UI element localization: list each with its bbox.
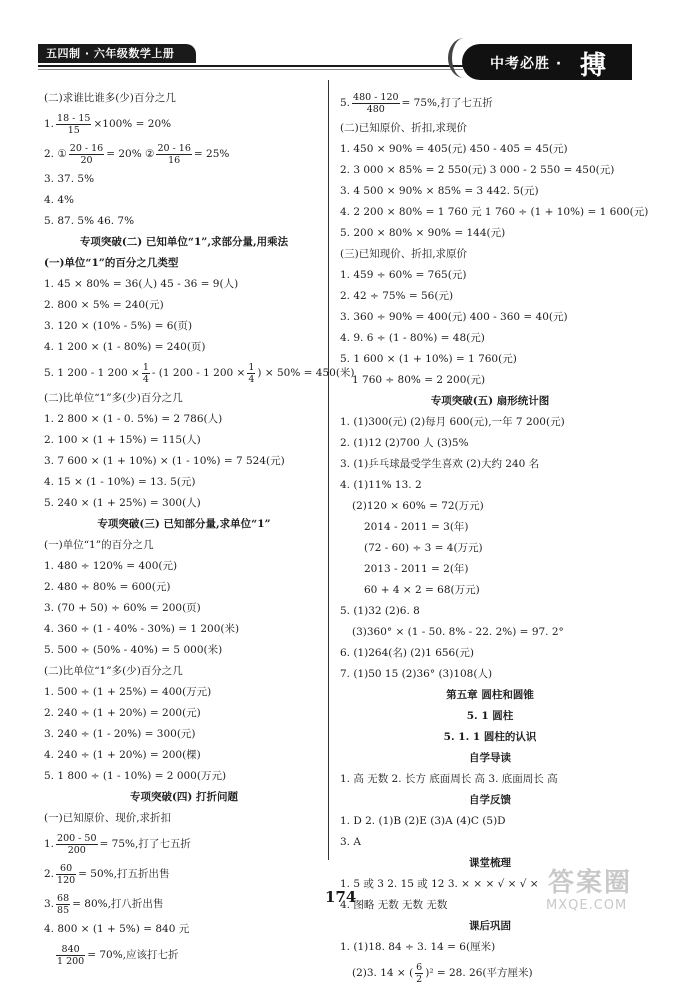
answer-line: 4. 240 ÷ (1 + 20%) = 200(棵) — [44, 749, 201, 761]
answer-line: 4. 15 × (1 - 10%) = 13. 5(元) — [44, 476, 196, 488]
answer-line: 5. (1)32 (2)6. 8 — [340, 605, 420, 617]
answer-line: (2)3. 14 × ( $\frac{6}{2}$ )² = 28. 26(平方厘米) — [352, 961, 533, 985]
fraction: $\frac{20 - 16}{20}$ — [69, 142, 104, 166]
answer-line: 4. 图略 无数 无数 无数 — [340, 899, 448, 911]
answer-line: 1. 高 无数 2. 长方 底面周长 高 3. 底面周长 高 — [340, 773, 558, 785]
answer-line: 2. ① $\frac{20 - 16}{20}$ = 20% ② $\frac{20 - 16}{16}$ = 25% — [44, 142, 230, 166]
answer-line: 6. (1)264(名) (2)1 656(元) — [340, 647, 474, 659]
fraction: $\frac{480 - 120}{480}$ — [353, 91, 399, 115]
topic-heading: 专项突破(二) 已知单位“1”,求部分量,用乘法 — [79, 236, 289, 248]
answer-line: 2. $\frac{60}{120}$ = 50%,打五折出售 — [44, 862, 170, 886]
answer-line: 5. 1 600 × (1 + 10%) = 1 760(元) — [340, 353, 517, 365]
fraction: $\frac{200 - 50}{200}$ — [57, 832, 97, 856]
answer-line: 1. 2 800 × (1 - 0. 5%) = 2 786(人) — [44, 413, 223, 425]
answer-line: $\frac{840}{1 200}$ = 70%,应该打七折 — [57, 943, 179, 967]
answer-line: 4. 9. 6 ÷ (1 - 80%) = 48(元) — [340, 332, 485, 344]
series-title: 中考必胜 · — [490, 56, 563, 72]
section-heading: (三)已知现价、折扣,求原价 — [340, 248, 468, 260]
chapter-heading: 第五章 圆柱和圆锥 — [446, 689, 534, 701]
fraction: $\frac{840}{1 200}$ — [57, 943, 85, 967]
answer-line: 2. (1)12 (2)700 人 (3)5% — [340, 437, 469, 449]
answer-line: 3. 4 500 × 90% × 85% = 3 442. 5(元) — [340, 185, 539, 197]
section-heading: (一)单位“1”的百分之几类型 — [44, 257, 179, 269]
column-divider — [328, 80, 329, 860]
header-rule — [38, 65, 463, 67]
section-heading: (一)已知原价、现价,求折扣 — [44, 812, 172, 824]
answer-line: 3. (1)乒乓球最受学生喜欢 (2)大约 240 名 — [340, 458, 540, 470]
answer-line: 5. 240 × (1 + 25%) = 300(人) — [44, 497, 201, 509]
answer-line: (72 - 60) ÷ 3 = 4(万元) — [364, 542, 483, 554]
watermark-logo: 答案圈 MXQE.COM — [546, 868, 633, 913]
series-banner — [462, 44, 632, 80]
answer-line: 1. 450 × 90% = 405(元) 450 - 405 = 45(元) — [340, 143, 568, 155]
answer-line: 2. 100 × (1 + 15%) = 115(人) — [44, 434, 201, 446]
answer-line: 3. 37. 5% — [44, 173, 95, 185]
answer-line: 1. 480 ÷ 120% = 400(元) — [44, 560, 178, 572]
answer-line: 3. (70 + 50) ÷ 60% = 200(页) — [44, 602, 201, 614]
part-heading: 课堂梳理 — [469, 857, 511, 869]
fraction: $\frac{60}{120}$ — [57, 862, 76, 886]
answer-line: 1. D 2. (1)B (2)E (3)A (4)C (5)D — [340, 815, 506, 827]
answer-line: 2013 - 2011 = 2(年) — [364, 563, 469, 575]
series-char: 搏 — [580, 51, 607, 81]
answer-line: 3. 120 × (10% - 5%) = 6(页) — [44, 320, 193, 332]
answer-line: 1. 459 ÷ 60% = 765(元) — [340, 269, 467, 281]
section-heading: (二)求谁比谁多(少)百分之几 — [44, 92, 176, 104]
answer-line: 5. 200 × 80% × 90% = 144(元) — [340, 227, 506, 239]
answer-line: (3)360° × (1 - 50. 8% - 22. 2%) = 97. 2° — [352, 626, 564, 638]
answer-line: 7. (1)50 15 (2)36° (3)108(人) — [340, 668, 493, 680]
answer-line: 60 + 4 × 2 = 68(万元) — [364, 584, 480, 596]
page-header — [0, 0, 675, 88]
header-rule-thin — [38, 69, 463, 70]
answer-line: 3. 240 ÷ (1 - 20%) = 300(元) — [44, 728, 196, 740]
section-heading: (二)已知原价、折扣,求现价 — [340, 122, 468, 134]
topic-heading: 专项突破(五) 扇形统计图 — [430, 395, 550, 407]
fraction: $\frac{6}{2}$ — [416, 961, 423, 985]
answer-line: 1 760 ÷ 80% = 2 200(元) — [352, 374, 486, 386]
answer-line: 4. 800 × (1 + 5%) = 840 元 — [44, 923, 190, 935]
answer-line: 2. 240 ÷ (1 + 20%) = 200(元) — [44, 707, 201, 719]
answer-line: 3. A — [340, 836, 361, 848]
topic-heading: 专项突破(四) 打折问题 — [129, 791, 239, 803]
fraction: $\frac{68}{85}$ — [57, 892, 70, 916]
part-heading: 自学反馈 — [469, 794, 511, 806]
lesson-subheading: 5. 1. 1 圆柱的认识 — [443, 731, 537, 743]
part-heading: 课后巩固 — [469, 920, 511, 932]
answer-line: 4. (1)11% 13. 2 — [340, 479, 422, 491]
fraction: $\frac{1}{4}$ — [142, 361, 149, 385]
section-heading: (一)单位“1”的百分之几 — [44, 539, 154, 551]
answer-line: 1. 500 ÷ (1 + 25%) = 400(万元) — [44, 686, 212, 698]
answer-line: 1. $\frac{200 - 50}{200}$ = 75%,打了七五折 — [44, 832, 191, 856]
answer-line: 3. 360 ÷ 90% = 400(元) 400 - 360 = 40(元) — [340, 311, 568, 323]
answer-line: 5. 1 800 ÷ (1 - 10%) = 2 000(万元) — [44, 770, 227, 782]
topic-heading: 专项突破(三) 已知部分量,求单位“1” — [97, 518, 271, 530]
answer-line: 4. 2 200 × 80% = 1 760 元 1 760 ÷ (1 + 10%) = 1 600(元) — [340, 206, 649, 218]
fraction: $\frac{18 - 15}{15}$ — [57, 112, 91, 136]
answer-line: (2)120 × 60% = 72(万元) — [352, 500, 484, 512]
answer-line: 5. 87. 5% 46. 7% — [44, 215, 135, 227]
fraction: $\frac{1}{4}$ — [248, 361, 255, 385]
page-number: 174 — [325, 888, 357, 906]
section-heading: (二)比单位“1”多(少)百分之几 — [44, 392, 183, 404]
answer-line: 2014 - 2011 = 3(年) — [364, 521, 469, 533]
part-heading: 自学导读 — [469, 752, 511, 764]
answer-line: 1. 45 × 80% = 36(人) 45 - 36 = 9(人) — [44, 278, 239, 290]
book-title-banner: 五四制 · 六年级数学上册 — [38, 44, 196, 63]
answer-line: 3. $\frac{68}{85}$ = 80%,打八折出售 — [44, 892, 164, 916]
answer-line: 5. $\frac{480 - 120}{480}$ = 75%,打了七五折 — [340, 91, 493, 115]
answer-line: 2. 480 ÷ 80% = 600(元) — [44, 581, 171, 593]
fraction: $\frac{20 - 16}{16}$ — [157, 142, 191, 166]
answer-line: 5. 1 200 - 1 200 × $\frac{1}{4}$ - (1 200 - 1 200 × $\frac{1}{4}$ ) × 50% = 450(米) — [44, 361, 355, 385]
answer-line: 4. 1 200 × (1 - 80%) = 240(页) — [44, 341, 206, 353]
answer-line: 2. 42 ÷ 75% = 56(元) — [340, 290, 454, 302]
answer-line: 2. 3 000 × 85% = 2 550(元) 3 000 - 2 550 = 450(元) — [340, 164, 615, 176]
answer-line: 4. 360 ÷ (1 - 40% - 30%) = 1 200(米) — [44, 623, 240, 635]
right-column — [340, 88, 649, 988]
answer-line: 5. 500 ÷ (50% - 40%) = 5 000(米) — [44, 644, 223, 656]
answer-line: 2. 800 × 5% = 240(元) — [44, 299, 164, 311]
answer-line: 1. 5 或 3 2. 15 或 12 3. × × × √ × √ × — [340, 878, 539, 890]
section-heading: (二)比单位“1”多(少)百分之几 — [44, 665, 183, 677]
answer-line: 1. (1)18. 84 ÷ 3. 14 = 6(厘米) — [340, 941, 496, 953]
answer-line: 3. 7 600 × (1 + 10%) × (1 - 10%) = 7 524(元) — [44, 455, 285, 467]
lesson-heading: 5. 1 圆柱 — [466, 710, 514, 722]
answer-line: 1. (1)300(元) (2)每月 600(元),一年 7 200(元) — [340, 416, 565, 428]
answer-line: 1. $\frac{18 - 15}{15}$ ×100% = 20% — [44, 112, 172, 136]
answer-line: 4. 4% — [44, 194, 75, 206]
